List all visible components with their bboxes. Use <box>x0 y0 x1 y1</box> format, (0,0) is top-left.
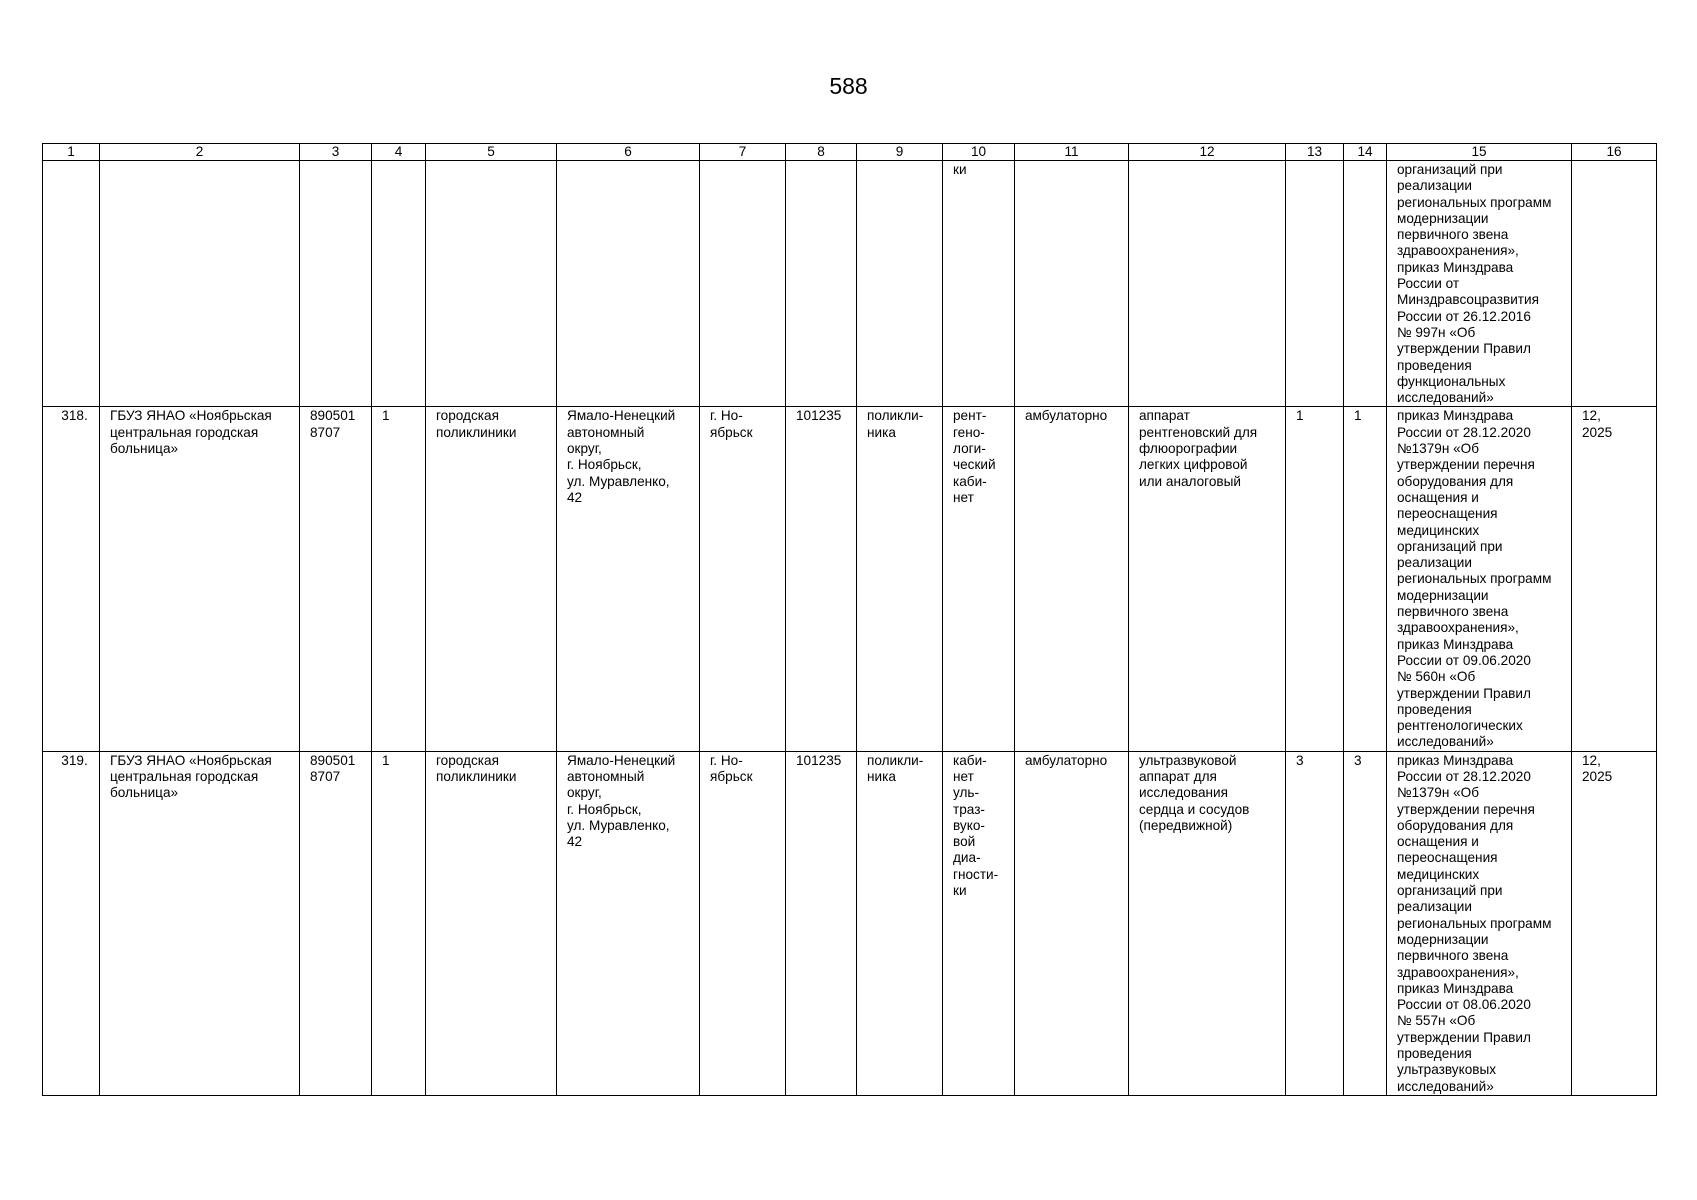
inn-cell: 890501 8707 <box>300 407 372 751</box>
organization-cell: ГБУЗ ЯНАО «Ноябрьская центральная городская больница» <box>100 751 300 1095</box>
row-number-cell: 319. <box>43 751 100 1095</box>
table-cell <box>1572 161 1657 407</box>
column-number-header-row <box>43 144 1657 161</box>
inn-cell: 890501 8707 <box>300 751 372 1095</box>
column-header: 10 <box>943 144 1015 161</box>
cabinet-cell: рент- гено- логи- ческий каби- нет <box>943 407 1015 751</box>
unit-type-cell: городская поликлиники <box>426 751 557 1095</box>
address-cell: Ямало-Ненецкий автономный округ, г. Ноябрьск, ул. Муравленко, 42 <box>557 407 700 751</box>
table-cell <box>426 161 557 407</box>
quantity-cell: 3 <box>1344 751 1387 1095</box>
period-cell: 12, 2025 <box>1572 751 1657 1095</box>
code-cell: 101235 <box>786 751 857 1095</box>
equipment-cell: ультразвуковой аппарат для исследования сердца и сосудов (передвижной) <box>1129 751 1286 1095</box>
care-form-cell: амбулаторно <box>1015 407 1129 751</box>
department-cell: поликли- ника <box>857 407 943 751</box>
table-cell <box>1344 161 1387 407</box>
address-cell: Ямало-Ненецкий автономный округ, г. Ноябрьск, ул. Муравленко, 42 <box>557 751 700 1095</box>
table-row <box>43 751 1657 1095</box>
code-cell: 101235 <box>786 407 857 751</box>
cabinet-cell: ки <box>943 161 1015 407</box>
table-cell <box>700 161 786 407</box>
legal-basis-cell: приказ Минздрава России от 28.12.2020 №1379н «Об утверждении перечня оборудования для оснащения и переоснащения медицинских организаций при реализации региональных программ модернизации первичного звена здравоохранения», приказ Минздрава России от 08.06.2020 № 557н «Об утверждении Правил проведения ультразвуковых исследований» <box>1387 751 1572 1095</box>
column-header: 13 <box>1286 144 1344 161</box>
column-header: 12 <box>1129 144 1286 161</box>
column-header: 8 <box>786 144 857 161</box>
unit-type-cell: городская поликлиники <box>426 407 557 751</box>
table-cell <box>857 161 943 407</box>
quantity-cell: 1 <box>1286 407 1344 751</box>
quantity-cell: 3 <box>1286 751 1344 1095</box>
data-table <box>42 143 1657 1096</box>
column-header: 5 <box>426 144 557 161</box>
column-header: 14 <box>1344 144 1387 161</box>
column-header: 4 <box>372 144 426 161</box>
column-header: 11 <box>1015 144 1129 161</box>
table-cell <box>372 161 426 407</box>
column-header: 7 <box>700 144 786 161</box>
table-row <box>43 407 1657 751</box>
table-cell <box>1015 161 1129 407</box>
row-number-cell: 318. <box>43 407 100 751</box>
table-cell <box>1129 161 1286 407</box>
department-cell: поликли- ника <box>857 751 943 1095</box>
column-header: 9 <box>857 144 943 161</box>
cabinet-cell: каби- нет уль- траз- вуко- вой диа- гности- ки <box>943 751 1015 1095</box>
table-cell <box>100 161 300 407</box>
organization-cell: ГБУЗ ЯНАО «Ноябрьская центральная городская больница» <box>100 407 300 751</box>
column-header: 2 <box>100 144 300 161</box>
city-cell: г. Но- ябрьск <box>700 751 786 1095</box>
table-cell <box>557 161 700 407</box>
column-header: 1 <box>43 144 100 161</box>
table-row-continued <box>43 161 1657 407</box>
quantity-cell: 1 <box>1344 407 1387 751</box>
city-cell: г. Но- ябрьск <box>700 407 786 751</box>
table-cell <box>786 161 857 407</box>
count-cell: 1 <box>372 407 426 751</box>
column-header: 15 <box>1387 144 1572 161</box>
count-cell: 1 <box>372 751 426 1095</box>
legal-basis-cell: организаций при реализации региональных программ модернизации первичного звена здравоохранения», приказ Минздрава России от Минздравсоцразвития России от 26.12.2016 № 997н «Об утверждении Правил проведения функциональных исследований» <box>1387 161 1572 407</box>
care-form-cell: амбулаторно <box>1015 751 1129 1095</box>
table-cell <box>300 161 372 407</box>
legal-basis-cell: приказ Минздрава России от 28.12.2020 №1379н «Об утверждении перечня оборудования для оснащения и переоснащения медицинских организаций при реализации региональных программ модернизации первичного звена здравоохранения», приказ Минздрава России от 09.06.2020 № 560н «Об утверждении Правил проведения рентгенологических исследований» <box>1387 407 1572 751</box>
table-cell <box>1286 161 1344 407</box>
column-header: 3 <box>300 144 372 161</box>
column-header: 6 <box>557 144 700 161</box>
equipment-cell: аппарат рентгеновский для флюорографии легких цифровой или аналоговый <box>1129 407 1286 751</box>
table-cell <box>43 161 100 407</box>
column-header: 16 <box>1572 144 1657 161</box>
period-cell: 12, 2025 <box>1572 407 1657 751</box>
page-number: 588 <box>829 73 868 99</box>
